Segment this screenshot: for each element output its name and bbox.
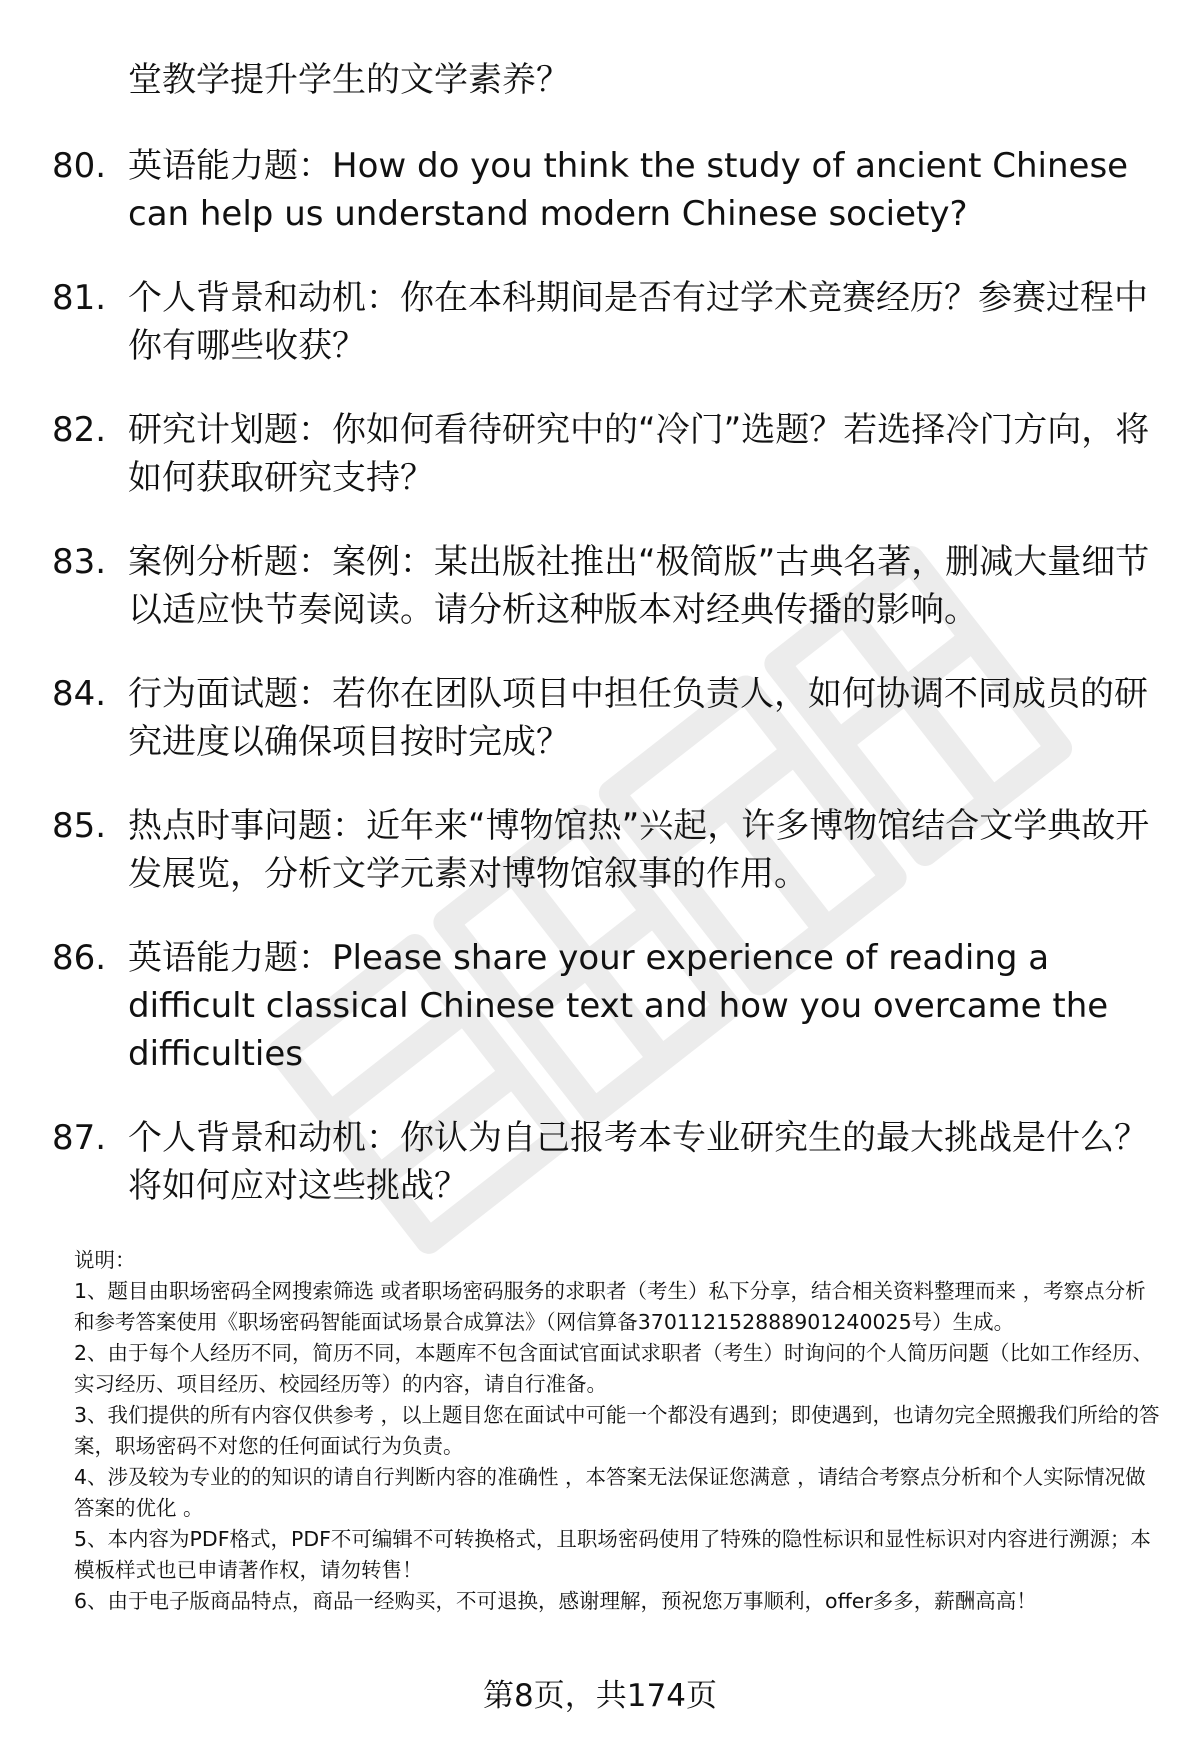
- note-item: 1、题目由职场密码全网搜索筛选 或者职场密码服务的求职者（考生）私下分享，结合相关资料整理而来 ，考察点分析和参考答案使用《职场密码智能面试场景合成算法》（网信算备370112152888901240025号）生成。: [74, 1279, 1146, 1334]
- question-item: [52, 802, 1162, 898]
- question-text: 行为面试题：若你在团队项目中担任负责人，如何协调不同成员的研究进度以确保项目按时完成？: [128, 674, 1148, 762]
- notes-title: 说明：: [74, 1248, 136, 1272]
- question-text: 英语能力题：How do you think the study of ancient Chinese can help us understand modern Chinese society?: [128, 146, 1129, 234]
- question-item: [52, 670, 1162, 766]
- continuation-text: 堂教学提升学生的文学素养？: [128, 60, 570, 100]
- page-number: 第8页，共174页: [483, 1678, 717, 1714]
- question-number: 81.: [52, 278, 107, 318]
- question-text: 热点时事问题：近年来“博物馆热”兴起，许多博物馆结合文学典故开发展览，分析文学元素对博物馆叙事的作用。: [128, 806, 1150, 894]
- question-item: [52, 274, 1162, 370]
- question-text: 案例分析题：案例：某出版社推出“极简版”古典名著，删减大量细节以适应快节奏阅读。请分析这种版本对经典传播的影响。: [128, 542, 1150, 630]
- question-item: [52, 406, 1162, 502]
- question-number: 86.: [52, 938, 107, 978]
- note-item: 4、涉及较为专业的的知识的请自行判断内容的准确性 ，本答案无法保证您满意 ，请结合考察点分析和个人实际情况做答案的优化 。: [74, 1465, 1146, 1520]
- question-list: [52, 142, 1162, 1246]
- question-number: 83.: [52, 542, 107, 582]
- question-text: 个人背景和动机：你在本科期间是否有过学术竞赛经历？参赛过程中你有哪些收获？: [128, 278, 1148, 366]
- question-item: [52, 538, 1162, 634]
- question-number: 84.: [52, 674, 107, 714]
- question-text: 研究计划题：你如何看待研究中的“冷门”选题？若选择冷门方向，将如何获取研究支持？: [128, 410, 1150, 498]
- question-number: 85.: [52, 806, 107, 846]
- note-item: 5、本内容为PDF格式，PDF不可编辑不可转换格式，且职场密码使用了特殊的隐性标识和显性标识对内容进行溯源；本模板样式也已申请著作权，请勿转售！: [74, 1527, 1151, 1582]
- question-text: 个人背景和动机：你认为自己报考本专业研究生的最大挑战是什么？将如何应对这些挑战？: [128, 1118, 1148, 1206]
- note-item: 2、由于每个人经历不同，简历不同，本题库不包含面试官面试求职者（考生）时询问的个人简历问题（比如工作经历、实习经历、项目经历、校园经历等）的内容，请自行准备。: [74, 1341, 1154, 1396]
- question-item: [52, 1114, 1162, 1210]
- question-item: [52, 934, 1162, 1078]
- question-number: 87.: [52, 1118, 107, 1158]
- question-text: 英语能力题：Please share your experience of reading a difficult classical Chinese text and how you overcame the difficulties: [128, 938, 1109, 1074]
- question-number: 82.: [52, 410, 107, 450]
- question-item: [52, 142, 1162, 238]
- notes-section: [74, 1245, 1160, 1617]
- note-item: 6、由于电子版商品特点，商品一经购买，不可退换，感谢理解，预祝您万事顺利，offer多多，薪酬高高！: [74, 1589, 1037, 1613]
- question-number: 80.: [52, 146, 107, 186]
- note-item: 3、我们提供的所有内容仅供参考 ，以上题目您在面试中可能一个都没有遇到；即使遇到，也请勿完全照搬我们所给的答案，职场密码不对您的任何面试行为负责。: [74, 1403, 1160, 1458]
